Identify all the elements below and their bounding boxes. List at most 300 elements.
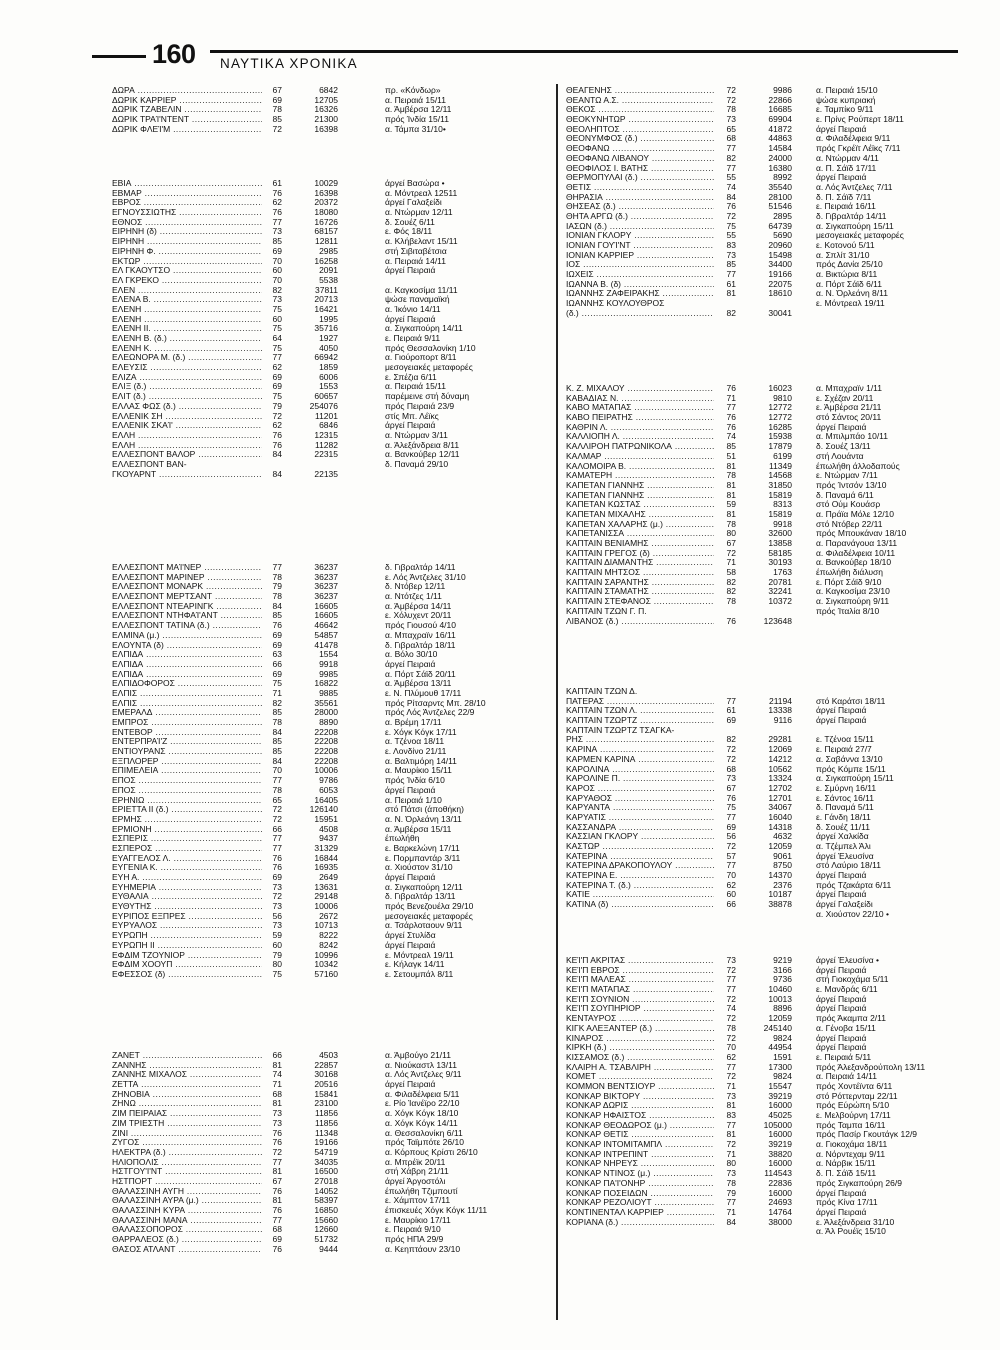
table-row xyxy=(112,179,553,189)
ship-name: ΚΕΊ'Π ΜΑΤΑΠΑΣ ..... xyxy=(566,985,714,995)
ship-name: ΕΛΠΙΔΑ ..... xyxy=(112,660,262,670)
table-row xyxy=(566,423,966,433)
tonnage: 12772 xyxy=(768,413,792,423)
ship-name: ΘΑΛΑΣΣΙΝΗ ΑΥΓΗ ..... xyxy=(112,1187,262,1197)
ship-status: α. Μόντρεαλ 12511 xyxy=(385,188,458,198)
ship-name: ΕΛΕΝΗ ΙΙ. ..... xyxy=(112,324,262,334)
table-row xyxy=(112,592,553,602)
ship-status: δ. Γιβραλτάρ 18/11 xyxy=(385,640,456,650)
tonnage: 16605 xyxy=(314,601,338,611)
build-year: 84 xyxy=(272,601,282,611)
build-year: 79 xyxy=(272,582,282,592)
build-year: 73 xyxy=(272,227,282,237)
tonnage: 2895 xyxy=(773,211,792,221)
tonnage: 9986 xyxy=(773,86,792,95)
ship-status: μεσογειακές μεταφορές xyxy=(385,911,473,921)
tonnage: 10460 xyxy=(768,985,792,995)
ship-name: ΗΣΤΠΟΡΤ ..... xyxy=(112,1177,262,1187)
tonnage: 15951 xyxy=(314,814,338,824)
ship-status: άργεί Πειραιά xyxy=(385,785,436,795)
build-year: 69 xyxy=(272,95,282,105)
table-row xyxy=(566,299,966,309)
ship-name: ΕΥΘΑΛΙΑ ..... xyxy=(112,892,262,902)
tonnage: 9810 xyxy=(773,393,792,403)
ship-status: άργεί Πειραιά xyxy=(816,422,867,432)
tonnage: 1995 xyxy=(319,314,338,324)
table-row xyxy=(566,260,966,270)
tonnage: 39219 xyxy=(768,1091,792,1101)
tonnage: 16258 xyxy=(314,256,338,266)
ship-status: πρός Θεσσαλονίκη 1/10 xyxy=(385,343,476,353)
build-year: 85 xyxy=(272,611,282,621)
ship-status: α. Καγκοσίμα 23/10 xyxy=(816,587,890,597)
ship-name: ΚΑΠΕΤΑΝ ΓΙΑΝΝΗΣ ..... xyxy=(566,481,714,491)
tonnage: 12772 xyxy=(768,403,792,413)
build-year: 72 xyxy=(726,1140,736,1150)
ship-status: α. Πράϊα Μόλε 12/10 xyxy=(816,509,895,519)
ship-name: ΚΟΝΚΑΡ ΔΩΡΙΣ ..... xyxy=(566,1101,714,1111)
build-year: 70 xyxy=(272,275,282,285)
ship-name: ΖΙΝΙ ..... xyxy=(112,1129,262,1139)
ship-name: ΕΛΙΤ (δ.) ..... xyxy=(112,392,262,402)
table-row xyxy=(112,650,553,660)
ship-status: α. Βαλτιμόρη 14/11 xyxy=(385,756,457,766)
tonnage: 16040 xyxy=(768,812,792,822)
table-row xyxy=(566,706,966,716)
ship-name: ΚΑΠΤΑΙΝ ΤΖΩΝ Δ. xyxy=(566,687,638,696)
build-year: 67 xyxy=(726,783,736,793)
tonnage: 29148 xyxy=(314,892,338,902)
table-row xyxy=(112,931,553,941)
tonnage: 35716 xyxy=(314,324,338,334)
ship-status: ε. Πειραιά 9/10 xyxy=(385,1225,441,1235)
table-row xyxy=(566,568,966,578)
ship-name: ΙΟΝΙΑΝ ΓΚΛΟΡΥ ..... xyxy=(566,231,714,241)
table-row xyxy=(112,431,553,441)
tonnage: 64739 xyxy=(768,221,792,231)
ship-name: ΚΑΠΤΑΙΝ ΤΖΩΝ Λ. ..... xyxy=(566,706,714,716)
ship-name: ΕΛΕΝΗ Κ. ..... xyxy=(112,344,262,354)
build-year: 77 xyxy=(726,985,736,995)
tonnage: 19166 xyxy=(768,270,792,280)
ship-status: ε. Πειραιά 16/11 xyxy=(816,202,876,212)
ship-name: ΕΥΑΓΓΕΛΟΣ Λ. ..... xyxy=(112,854,262,864)
table-row xyxy=(566,105,966,115)
tonnage: 9786 xyxy=(319,776,338,786)
build-year: 73 xyxy=(726,1091,736,1101)
tonnage: 14052 xyxy=(314,1186,338,1196)
table-row xyxy=(566,442,966,452)
ship-status: α. Άμβέρσα 12/11 xyxy=(385,105,452,115)
ship-name: ΕΥΡΥΑΛΟΣ ..... xyxy=(112,921,262,931)
ship-name: ΚΟΝΚΑΡ ΝΗΡΕΥΣ ..... xyxy=(566,1159,714,1169)
ship-status: α. Άμβέρσα 14/11 xyxy=(385,601,452,611)
ship-name: ΕΛΠΙΔΑ ..... xyxy=(112,670,262,680)
build-year: 71 xyxy=(726,393,736,403)
tonnage: 16500 xyxy=(314,1167,338,1177)
table-row xyxy=(112,1070,553,1080)
ship-name: ΚΕΊ'Π ΕΒΡΟΣ ..... xyxy=(566,966,714,976)
build-year: 80 xyxy=(726,1159,736,1169)
build-year: 85 xyxy=(272,747,282,757)
section-group xyxy=(112,1051,553,1254)
table-row xyxy=(112,708,553,718)
ship-name: ΘΑΛΑΣΣΙΝΗ ΚΥΡΑ ..... xyxy=(112,1206,262,1216)
tonnage: 9985 xyxy=(319,669,338,679)
build-year: 76 xyxy=(726,422,736,432)
ship-status: πρός Γιουσού 4/10 xyxy=(385,621,456,631)
tonnage: 16000 xyxy=(768,1188,792,1198)
ship-name: ΕΛΕΝΗ Β. (δ.) ..... xyxy=(112,334,262,344)
ship-name: ΙΩΧΕΙΣ ..... xyxy=(566,270,714,280)
build-year: 51 xyxy=(726,451,736,461)
tonnage: 16726 xyxy=(314,217,338,227)
tonnage: 3166 xyxy=(773,965,792,975)
ship-name: ΕΡΜΗΣ ..... xyxy=(112,815,262,825)
ship-status: ε. Βαρκελώνη 17/11 xyxy=(385,843,460,853)
tonnage: 30041 xyxy=(768,308,792,318)
table-row xyxy=(566,803,966,813)
tonnage: 44863 xyxy=(768,134,792,144)
build-year: 73 xyxy=(726,774,736,784)
ship-name: ΚΟΝΚΑΡ ΙΝΤΡΕΠΙΝΤ ..... xyxy=(566,1150,714,1160)
table-row xyxy=(112,247,553,257)
ship-name: ΚΑΡΟΛΙΝΑ ..... xyxy=(566,765,714,775)
table-row xyxy=(112,689,553,699)
table-row xyxy=(566,134,966,144)
tonnage: 14318 xyxy=(768,822,792,832)
table-row xyxy=(112,834,553,844)
ship-status: ε. Ντώρμαν 7/11 xyxy=(816,471,878,481)
table-row xyxy=(112,1061,553,1071)
table-row xyxy=(112,960,553,970)
ship-status: άργεί Πειραιά xyxy=(385,266,436,276)
section-group xyxy=(566,86,966,319)
ship-status: α. Άλ Ρουέϊς 15/10 xyxy=(816,1227,886,1237)
table-row xyxy=(566,1014,966,1024)
ship-status: ε. Άλεξάνδρεια 31/10 xyxy=(816,1217,895,1227)
table-row xyxy=(112,941,553,951)
ship-status: α. Φιλαδέλφεια 5/11 xyxy=(385,1089,460,1099)
ship-status: α. Σιγκαπούρη 15/11 xyxy=(816,774,894,784)
ship-status: άργεί Άργοστόλι xyxy=(385,1176,446,1186)
tonnage: 22135 xyxy=(314,469,338,479)
table-row xyxy=(566,861,966,871)
build-year: 85 xyxy=(726,442,736,452)
table-row xyxy=(112,266,553,276)
ship-status: άργεί Πειραιά xyxy=(385,940,436,950)
table-row xyxy=(566,697,966,707)
build-year: 69 xyxy=(726,716,736,726)
tonnage: 16398 xyxy=(314,124,338,134)
build-year: 59 xyxy=(272,931,282,941)
ship-name: ΚΟΝΚΑΡ ΡΕΖΟΛΙΟΥΤ ..... xyxy=(566,1198,714,1208)
ship-name: ΕΛΛΑΣ ΦΩΣ (δ.) ..... xyxy=(112,402,262,412)
build-year: 66 xyxy=(272,1051,282,1060)
ship-name: ΚΑΠΤΑΙΝ ΒΕΝΙΑΜΗΣ ..... xyxy=(566,539,714,549)
tonnage: 9824 xyxy=(773,1072,792,1082)
table-row xyxy=(112,563,553,573)
tonnage: 8896 xyxy=(773,1004,792,1014)
ship-status: δ. Γιβραλτάρ 14/11 xyxy=(816,211,887,221)
ship-name: ΕΛΙΖΑ ..... xyxy=(112,373,262,383)
tonnage: 20713 xyxy=(314,295,338,305)
ship-status: άργεί Πειραιά xyxy=(816,890,867,900)
tonnage: 28100 xyxy=(768,192,792,202)
ship-name: ΕΣΠΕΡΟΣ ..... xyxy=(112,844,262,854)
tonnage: 114543 xyxy=(764,1169,792,1179)
ship-status: πρός Κόμπε 15/11 xyxy=(816,764,886,774)
table-row xyxy=(566,794,966,804)
ship-name: ΛΙΒΑΝΟΣ (δ.) ..... xyxy=(566,617,714,627)
tonnage: 13324 xyxy=(768,774,792,784)
ship-status: πρός Κίνα 17/11 xyxy=(816,1198,878,1208)
table-row xyxy=(566,1072,966,1082)
ship-status: άργεί Έλευσίνα • xyxy=(816,956,880,965)
ship-name: ΖΑΝΝΗΣ ΜΙΧΑΛΟΣ ..... xyxy=(112,1070,262,1080)
table-row xyxy=(112,621,553,631)
tonnage: 30168 xyxy=(314,1070,338,1080)
ship-status: α. Βρέμη 17/11 xyxy=(385,718,442,727)
build-year: 56 xyxy=(726,832,736,842)
table-row xyxy=(566,587,966,597)
tonnage: 66942 xyxy=(314,353,338,363)
ship-name: ΘΕΑΓΕΝΗΣ ..... xyxy=(566,86,714,96)
table-row xyxy=(566,280,966,290)
table-row xyxy=(566,842,966,852)
ship-status: πρός Ταϊμπότε 26/10 xyxy=(385,1138,464,1148)
ship-name: ΕΛΛΕΝΙΚ ΣΚΑΊ' ..... xyxy=(112,421,262,431)
tonnage: 14764 xyxy=(768,1207,792,1217)
table-row xyxy=(112,198,553,208)
table-row xyxy=(566,510,966,520)
ship-name: ΗΛΙΟΠΟΛΙΣ ..... xyxy=(112,1158,262,1168)
table-row xyxy=(112,892,553,902)
tonnage: 35540 xyxy=(768,182,792,192)
ship-name: ΕΛΕΝ ..... xyxy=(112,286,262,296)
build-year: 76 xyxy=(272,853,282,863)
ship-status: έπωλήθη xyxy=(385,834,420,844)
build-year: 72 xyxy=(272,814,282,824)
table-row xyxy=(112,844,553,854)
tonnage: 10562 xyxy=(768,764,792,774)
ship-status: πρός Τζακάρτα 6/11 xyxy=(816,880,892,890)
table-row xyxy=(112,344,553,354)
table-row xyxy=(566,1121,966,1131)
build-year: 77 xyxy=(726,696,736,706)
ship-status: δ. Παναμά 5/11 xyxy=(816,803,874,813)
ship-name: ΕΒΜΑΡ ..... xyxy=(112,189,262,199)
table-row xyxy=(566,832,966,842)
section-group xyxy=(112,179,553,479)
table-row xyxy=(112,660,553,670)
ship-name: ΚΟΡΙΑΝΑ (δ.) ..... xyxy=(566,1218,714,1228)
tonnage: 69904 xyxy=(768,115,792,125)
ship-status: στή Λουάντα xyxy=(816,451,864,461)
tonnage: 51546 xyxy=(768,202,792,212)
table-row xyxy=(566,241,966,251)
tonnage: 16421 xyxy=(314,304,338,314)
build-year: 79 xyxy=(272,950,282,960)
section-group xyxy=(566,687,966,920)
ship-name: ΓΚΟΥΑΡΝΤ ..... xyxy=(112,470,262,480)
tonnage: 14212 xyxy=(768,754,792,764)
tonnage: 17879 xyxy=(768,442,792,452)
ship-name: ΚΕΊ'Π ΑΚΡΙΤΑΣ ..... xyxy=(566,956,714,966)
build-year: 77 xyxy=(726,403,736,413)
tonnage: 1553 xyxy=(319,382,338,392)
build-year: 76 xyxy=(272,1138,282,1148)
build-year: 78 xyxy=(726,1178,736,1188)
table-row xyxy=(112,1119,553,1129)
tonnage: 22208 xyxy=(314,756,338,766)
tonnage: 15819 xyxy=(768,509,792,519)
build-year: 80 xyxy=(726,529,736,539)
ship-name: ΚΟΝΚΑΡ ΘΕΟΔΩΡΟΣ (μ.) ..... xyxy=(566,1121,714,1131)
table-row xyxy=(566,1227,966,1237)
build-year: 62 xyxy=(272,421,282,431)
build-year: 78 xyxy=(726,519,736,529)
ship-name: ΕΛΕΥΣΙΣ ..... xyxy=(112,363,262,373)
tonnage: 1859 xyxy=(319,363,338,373)
ship-status: α. Νιούκαστλ 13/11 xyxy=(385,1060,457,1070)
ship-status: πρός Βενεζουέλα 29/10 xyxy=(385,902,474,912)
table-row xyxy=(566,558,966,568)
table-row xyxy=(112,776,553,786)
ship-name: ΚΑΠΤΑΙΝ ΤΖΩΡΤΖ ΤΣΑΓΚΑ- xyxy=(566,725,675,735)
tonnage: 4050 xyxy=(319,343,338,353)
table-row xyxy=(112,363,553,373)
ship-status: α. Βανκούβερ 12/11 xyxy=(385,450,460,460)
tonnage: 37811 xyxy=(314,285,338,295)
tonnage: 34400 xyxy=(768,260,792,270)
tonnage: 20960 xyxy=(768,241,792,250)
build-year: 77 xyxy=(726,1198,736,1208)
ship-status: άργεί Πειραιά xyxy=(816,871,867,881)
tonnage: 36237 xyxy=(314,572,338,582)
ship-name: ΘΗΣΕΑΣ (δ.) ..... xyxy=(566,202,714,212)
ship-name: ΕΠΙΜΕΛΕΙΑ ..... xyxy=(112,766,262,776)
ship-name: ΚΑΒΟ ΜΑΤΑΠΑΣ ..... xyxy=(566,403,714,413)
ship-name: ΚΑΠΤΑΙΝ ΓΡΕΓΟΣ (δ) ..... xyxy=(566,549,714,559)
build-year: 74 xyxy=(726,432,736,442)
table-row xyxy=(566,1150,966,1160)
tonnage: 16023 xyxy=(768,384,792,393)
build-year: 76 xyxy=(272,208,282,218)
tonnage: 12315 xyxy=(314,430,338,440)
tonnage: 32600 xyxy=(768,529,792,539)
tonnage: 6053 xyxy=(319,785,338,795)
ship-name: ΕΠΟΣ ..... xyxy=(112,786,262,796)
build-year: 58 xyxy=(726,568,736,578)
tonnage: 22075 xyxy=(768,279,792,289)
ship-name: ΕΝΤΙΟΥΡΑΝΣ ..... xyxy=(112,747,262,757)
build-year: 78 xyxy=(726,597,736,607)
build-year: 73 xyxy=(272,1118,282,1128)
table-row xyxy=(566,687,966,697)
build-year: 72 xyxy=(272,892,282,902)
table-row xyxy=(566,578,966,588)
ship-name: ΕΒΡΟΣ ..... xyxy=(112,198,262,208)
build-year: 62 xyxy=(726,880,736,890)
build-year: 73 xyxy=(272,902,282,912)
ship-name: ΕΦΕΣΣΟΣ (δ) ..... xyxy=(112,970,262,980)
table-row xyxy=(566,1053,966,1063)
ship-name: ΚΑΤΕΡΙΝΑ Ε. ..... xyxy=(566,871,714,881)
table-row xyxy=(566,1092,966,1102)
ship-name: ΕΛΛΕΣΠΟΝΤ ΒΑΝ- xyxy=(112,459,187,469)
table-row xyxy=(112,863,553,873)
table-row xyxy=(112,679,553,689)
table-row xyxy=(566,413,966,423)
ship-name: ΘΕΤΙΣ ..... xyxy=(566,183,714,193)
build-year: 85 xyxy=(726,260,736,270)
ship-status: α. Ίκόνιο 14/11 xyxy=(385,304,441,314)
tonnage: 16605 xyxy=(314,611,338,621)
build-year: 77 xyxy=(272,217,282,227)
ship-name: ΚΑΤΙΕ ..... xyxy=(566,890,714,900)
tonnage: 68157 xyxy=(314,227,338,237)
tonnage: 16935 xyxy=(314,863,338,873)
build-year: 66 xyxy=(272,824,282,834)
ship-status: α. Π. Σάϊδ 17/11 xyxy=(816,163,877,173)
ship-status: δ. Ντόβερ 12/11 xyxy=(385,582,446,592)
table-row xyxy=(112,86,553,96)
ship-name: ΕΡΗΝΙΩ ..... xyxy=(112,796,262,806)
table-row xyxy=(566,471,966,481)
build-year: 76 xyxy=(272,440,282,450)
build-year: 73 xyxy=(726,956,736,965)
tonnage: 8313 xyxy=(773,500,792,510)
tonnage: 9116 xyxy=(773,716,792,726)
build-year: 72 xyxy=(272,805,282,815)
tonnage: 2091 xyxy=(319,266,338,276)
ship-status: άργεί Πειραιά xyxy=(816,716,867,726)
build-year: 76 xyxy=(726,616,736,626)
ship-name: ΚΑΤΕΡΙΝΑ ΔΡΑΚΟΠΟΥΛΟΥ ..... xyxy=(566,861,714,871)
ship-status: α. Βικτώρια 8/11 xyxy=(816,270,878,280)
ship-status: στή Γιοκοχάμα 5/11 xyxy=(816,975,889,985)
ship-status: α. Σιγκαπούρη 9/11 xyxy=(816,597,890,607)
ship-name: ΚΑΣΤΩΡ ..... xyxy=(566,842,714,852)
ship-status: στίς Μπ. Λέϊκς xyxy=(385,411,439,421)
build-year: 76 xyxy=(726,793,736,803)
build-year: 68 xyxy=(272,1225,282,1235)
build-year: 76 xyxy=(272,188,282,198)
table-row xyxy=(112,873,553,883)
ship-status: στό Καράτσι 18/11 xyxy=(816,696,886,706)
ship-status: ψώσε κυπριακή xyxy=(816,95,876,105)
build-year: 73 xyxy=(726,250,736,260)
table-row xyxy=(566,871,966,881)
table-row xyxy=(566,481,966,491)
table-row xyxy=(566,1024,966,1034)
ship-name: ΘΑΡΡΑΛΕΟΣ (δ.) ..... xyxy=(112,1235,262,1245)
tonnage: 38000 xyxy=(768,1217,792,1227)
ship-name: ΚΑΘΡΙΝ Λ. ..... xyxy=(566,423,714,433)
table-row xyxy=(112,115,553,125)
tonnage: 9885 xyxy=(319,688,338,698)
table-row xyxy=(112,728,553,738)
build-year: 70 xyxy=(726,1043,736,1053)
build-year: 82 xyxy=(272,285,282,295)
ship-status: άργεί Πειραιά xyxy=(816,173,867,183)
tonnage: 32241 xyxy=(768,587,792,597)
ship-name: ΚΟΜΜΟΝ ΒΕΝΤΣΙΟΥΡ ..... xyxy=(566,1082,714,1092)
table-row xyxy=(112,1206,553,1216)
ship-name: (δ.) ..... xyxy=(566,309,714,319)
ship-name: ΚΑΛΜΑΡ ..... xyxy=(566,452,714,462)
